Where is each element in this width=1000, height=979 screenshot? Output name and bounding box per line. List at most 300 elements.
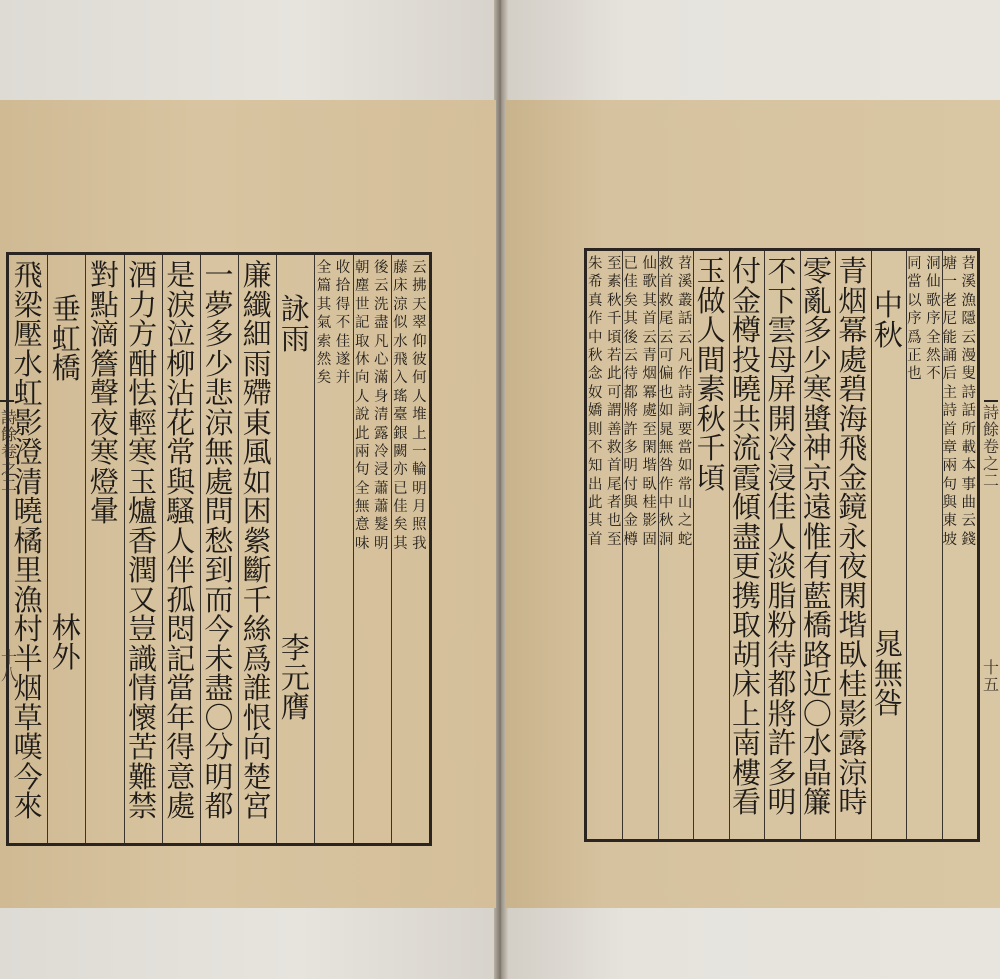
glyph: 滿 [373,370,389,387]
glyph: 困 [242,494,272,528]
glyph: 南 [732,726,762,760]
glyph: 云 [961,513,977,530]
glyph: 銀 [393,425,408,442]
glyph: 詠 [280,292,310,326]
glyph: 懷 [128,700,158,735]
glyph: 金 [623,513,638,530]
glyph: 烟 [13,671,43,705]
column-rule [314,255,315,843]
glyph: 一 [204,258,234,292]
verse-column [800,251,835,839]
glyph: 兩 [942,458,958,475]
glyph: 秋 [587,347,603,364]
glyph: 伴 [166,553,196,587]
glyph: 全 [354,480,370,497]
glyph: 也 [658,384,674,401]
glyph: 天 [412,296,427,313]
glyph: 恨 [242,700,272,735]
glyph: 許 [767,726,797,760]
glyph: 可 [606,384,622,401]
glyph: 上 [412,425,427,442]
glyph: 胡 [732,637,762,672]
glyph: 浸 [373,462,389,479]
glyph: 瑤 [393,388,408,405]
glyph: 做 [696,283,726,318]
glyph: 金 [838,460,868,495]
glyph: 向 [242,730,272,764]
glyph: 柳 [166,346,196,381]
glyph: 仰 [412,333,427,350]
column-rule [238,255,239,843]
annotation-line-b [587,257,603,551]
glyph: 句 [354,462,370,479]
glyph: 秋 [873,317,903,352]
glyph: 床 [732,667,762,701]
annotation-column [906,257,941,386]
glyph: 洞 [926,256,941,272]
glyph: 拾 [335,278,351,295]
glyph: 常 [166,435,196,469]
glyph: 簾 [802,785,832,819]
glyph: 作 [658,476,674,493]
glyph: 分 [204,730,234,764]
glyph: 已 [393,480,408,497]
glyph: 爐 [128,494,158,528]
glyph: 廉 [242,258,272,292]
glyph: 能 [942,329,958,346]
glyph: 得 [335,296,351,313]
glyph: 少 [802,342,832,377]
glyph: 漁 [961,292,977,309]
glyph: 夜 [838,549,868,583]
glyph: 處 [642,403,657,420]
glyph: 正 [907,347,922,364]
glyph: 也 [907,366,922,383]
glyph: 千 [696,431,726,465]
glyph: 至 [642,421,657,438]
glyph: 話 [961,403,977,420]
annotation-column [392,261,427,555]
glyph: 云 [373,278,389,295]
glyph: 頃 [696,460,726,495]
glyph: 一 [412,443,427,460]
glyph: 縈 [242,523,272,558]
glyph: 燈 [89,464,119,499]
glyph: 咎 [658,458,674,475]
glyph: 共 [732,401,762,436]
glyph: 楚 [242,759,272,794]
glyph: 時 [838,785,868,819]
glyph: 後 [623,329,638,346]
glyph: 將 [623,403,638,420]
glyph: 所 [961,421,977,438]
glyph: 章 [942,439,958,456]
glyph: 首 [587,531,603,548]
glyph: 晶 [802,755,832,790]
verse-column [729,251,764,839]
glyph: 間 [696,342,726,377]
glyph: 藍 [802,578,832,613]
verse-column [835,251,870,839]
glyph: 雨 [280,321,310,356]
glyph: 首 [658,274,674,291]
glyph: 佳 [393,499,408,516]
glyph: 酣 [128,346,158,381]
glyph: 壓 [13,317,43,351]
glyph: 露 [838,726,868,760]
glyph: 未 [204,641,234,676]
glyph: 記 [166,641,196,676]
glyph: 首 [642,311,657,328]
glyph: 屏 [767,372,797,406]
column-rule [85,255,86,843]
column-rule [124,255,125,843]
glyph: 序 [926,311,941,328]
glyph: 橘 [13,523,43,558]
glyph: 曲 [961,495,977,512]
glyph: 涼 [204,405,234,440]
glyph: 樓 [732,755,762,790]
glyph: 苕 [677,256,693,272]
glyph: 亂 [802,283,832,318]
column-rule [622,251,623,839]
glyph: 佳 [623,274,638,291]
glyph: 苕 [961,256,977,272]
glyph: 塵 [354,278,370,295]
glyph: 年 [166,700,196,735]
glyph: 作 [587,311,603,328]
verse-column [9,255,47,843]
glyph: 看 [732,785,762,819]
glyph: 句 [942,476,958,493]
glyph: 凡 [677,347,693,364]
glyph: 取 [732,608,762,642]
glyph: 至 [606,531,622,548]
glyph: 本 [961,458,977,475]
glyph: 母 [767,342,797,377]
glyph: 輪 [412,462,427,479]
glyph: 與 [623,495,638,512]
glyph: 草 [13,700,43,735]
glyph: 人 [412,388,427,405]
glyph: 詩 [677,384,693,401]
glyph: 意 [166,759,196,794]
glyph: 烟 [838,283,868,318]
glyph: 此 [587,495,603,512]
glyph: 人 [354,388,370,405]
glyph: 冪 [642,384,657,401]
glyph: 詩 [942,403,958,420]
glyph: 人 [696,313,726,347]
glyph: 外 [51,640,81,674]
column-rule [906,251,907,839]
glyph: 矣 [393,517,408,534]
glyph: 將 [767,696,797,731]
glyph: 首 [942,421,958,438]
glyph: 一 [942,274,958,291]
glyph: 力 [128,287,158,322]
glyph: 多 [623,439,638,456]
glyph: 真 [587,292,603,309]
glyph: 上 [732,696,762,731]
verse-column [764,251,799,839]
glyph: 橋 [802,608,832,642]
glyph: 念 [587,366,603,383]
column-rule [276,255,277,843]
glyph: 桂 [838,667,868,701]
glyph: 如 [658,403,674,420]
glyph: 遂 [335,351,351,368]
glyph: 向 [354,370,370,387]
glyph: 來 [13,789,43,823]
glyph: 明 [767,785,797,819]
glyph: 出 [587,476,603,493]
glyph: 風 [242,435,272,469]
column-rule [200,255,201,843]
glyph: 東 [942,513,958,530]
glyph: 話 [677,311,693,328]
glyph: 禁 [128,789,158,823]
glyph: 得 [166,730,196,764]
glyph: 以 [907,292,922,309]
glyph: 里 [13,553,43,587]
glyph: 浸 [767,460,797,495]
glyph: 愁 [204,523,234,558]
glyph: 都 [767,667,797,701]
glyph: 兩 [354,443,370,460]
annotation-line-b [658,257,674,551]
glyph: 雨 [242,346,272,381]
glyph: 洞 [658,531,674,548]
glyph: 蛇 [677,531,693,548]
glyph: 收 [335,260,351,276]
glyph: 拂 [412,278,427,295]
poem-title-column [47,255,85,843]
glyph: 當 [907,274,922,291]
glyph: 豈 [128,612,158,646]
glyph: 後 [373,260,389,276]
glyph: 不 [587,439,603,456]
glyph: 至 [606,256,622,272]
glyph: 開 [767,401,797,436]
column-rule [391,255,392,843]
left-text-frame [6,252,432,846]
glyph: 咎 [873,686,903,720]
glyph: 床 [393,278,408,295]
annotation-line-b [316,261,332,390]
glyph: 誰 [242,671,272,705]
glyph: 夢 [204,287,234,322]
glyph: 矣 [623,292,638,309]
verse-column [162,255,200,843]
glyph: 尾 [606,476,622,493]
glyph: 聲 [89,376,119,410]
glyph: 細 [242,317,272,351]
glyph: 爲 [242,641,272,676]
glyph: 永 [838,519,868,554]
column-rule [162,255,163,843]
column-rule [353,255,354,843]
column-rule [764,251,765,839]
glyph: 晁 [873,627,903,661]
glyph: 其 [642,292,657,309]
glyph: 無 [204,435,234,469]
glyph: 路 [802,637,832,672]
left-margin-folio: 十 八 [1,648,18,684]
glyph: 盡 [732,519,762,554]
glyph: 叢 [677,292,693,309]
glyph: 冪 [838,313,868,347]
glyph: 矣 [316,370,332,387]
glyph: 〇 [204,700,234,735]
glyph: 膺 [280,690,310,724]
glyph: 酒 [128,258,158,292]
glyph: 涼 [393,296,408,313]
glyph: 云 [677,329,693,346]
annotation-line-a [373,261,389,555]
glyph: 付 [623,476,638,493]
glyph: 今 [204,612,234,646]
right-fold-mark [984,400,998,402]
glyph: 閑 [642,439,657,456]
glyph: 救 [658,292,674,309]
glyph: 髮 [373,517,389,534]
glyph: 金 [732,283,762,318]
glyph: 李 [280,631,310,665]
glyph: 月 [412,499,427,516]
glyph: 投 [732,342,762,377]
right-text-frame [584,248,980,842]
column-rule [942,251,943,839]
right-margin-folio: 十 五 [983,658,1000,694]
glyph: 坡 [942,531,958,548]
glyph: 隱 [961,311,977,328]
glyph: 堆 [412,407,427,424]
glyph: 流 [732,431,762,465]
annotation-line-b [942,257,958,551]
glyph: 如 [677,458,693,475]
glyph: 問 [204,494,234,528]
glyph: 烟 [642,366,657,383]
glyph: 寒 [128,435,158,469]
glyph: 臥 [642,476,657,493]
glyph: 夜 [89,405,119,440]
annotation-column [658,257,693,551]
glyph: 明 [623,458,638,475]
glyph: 蕭 [373,499,389,516]
glyph: 京 [802,460,832,495]
glyph: 都 [623,384,638,401]
annotation-column [354,261,389,555]
glyph: 影 [838,696,868,731]
glyph: 清 [373,407,389,424]
glyph: 中 [658,495,674,512]
glyph: 近 [802,667,832,701]
glyph: 仙 [926,274,941,291]
glyph: 全 [316,260,332,276]
column-rule [871,251,872,839]
glyph: 歌 [642,274,657,291]
glyph: 清 [13,464,43,499]
glyph: 中 [587,329,603,346]
glyph: 寒 [89,435,119,469]
glyph: 曉 [13,494,43,528]
glyph: 取 [354,333,370,350]
glyph: 待 [767,637,797,672]
glyph: 點 [89,287,119,322]
glyph: 悲 [204,376,234,410]
glyph: 堦 [838,608,868,642]
glyph: 與 [942,495,958,512]
glyph: 山 [677,495,693,512]
annotation-line-a [606,257,622,551]
glyph: 脂 [767,578,797,613]
annotation-line-b [623,257,639,551]
glyph: 霞 [732,460,762,495]
verse-column [124,255,162,843]
glyph: 纖 [242,287,272,322]
glyph: 許 [623,421,638,438]
glyph: 漫 [961,347,977,364]
column-rule [729,251,730,839]
glyph: 意 [354,517,370,534]
annotation-line-a [335,261,351,390]
glyph: 玉 [696,254,726,288]
glyph: 淚 [166,287,196,322]
glyph: 然 [926,347,941,364]
glyph: 水 [13,346,43,381]
glyph: 知 [587,458,603,475]
glyph: 澄 [13,435,43,469]
glyph: 傾 [732,490,762,524]
glyph: 蕭 [373,480,389,497]
glyph: 云 [623,347,638,364]
glyph: 同 [907,256,922,272]
glyph: 香 [128,523,158,558]
glyph: 今 [13,759,43,794]
left-fold-mark [0,400,14,402]
glyph: 斷 [242,553,272,587]
poem-title-column [276,255,314,843]
glyph: 叟 [961,366,977,383]
glyph: 救 [658,256,674,272]
glyph: 佳 [767,490,797,524]
glyph: 影 [13,405,43,440]
column-rule [47,255,48,843]
glyph: 露 [373,425,389,442]
glyph: 惟 [802,519,832,554]
glyph: 其 [316,296,332,313]
glyph: 多 [767,755,797,790]
glyph: 携 [732,578,762,613]
glyph: 冷 [373,443,389,460]
glyph: 飛 [393,351,408,368]
glyph: 不 [767,254,797,288]
glyph: 味 [354,535,370,552]
glyph: 盡 [204,671,234,705]
glyph: 漁 [13,582,43,617]
glyph: 中 [873,288,903,322]
glyph: 明 [412,480,427,497]
glyph: 載 [961,439,977,456]
glyph: 簷 [89,346,119,381]
glyph: 識 [128,641,158,676]
glyph: 盡 [373,315,389,332]
glyph: 說 [354,407,370,424]
glyph: 怯 [128,376,158,410]
glyph: 云 [658,329,674,346]
glyph: 暈 [89,494,119,528]
